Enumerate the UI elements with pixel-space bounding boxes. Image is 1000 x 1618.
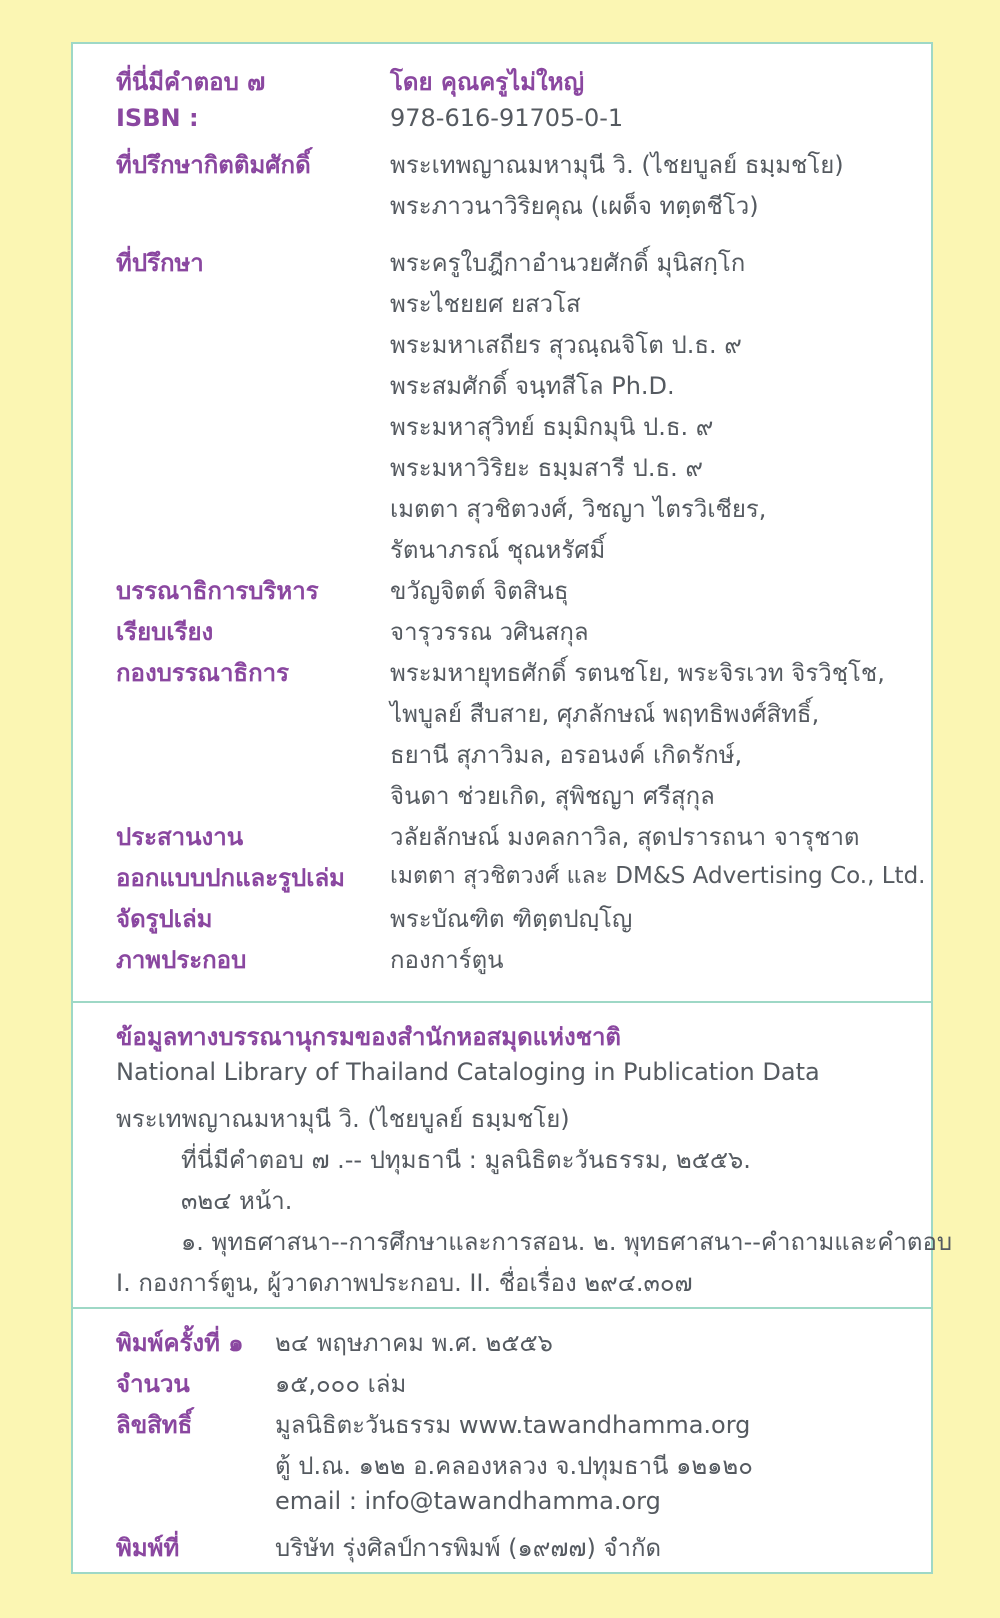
illustration-value: กองการ์ตูน — [390, 946, 504, 974]
cip-heading: ข้อมูลทางบรรณานุกรมของสำนักหอสมุดแห่งชาติ — [116, 1023, 622, 1051]
design-label: ออกแบบปกและรูปเล่ม — [116, 864, 345, 892]
cip-subjects: ๑. พุทธศาสนา--การศึกษาและการสอน. ๒. พุทธศาสนา--คำถามและคำตอบ — [181, 1228, 953, 1256]
honorary-advisor-name: พระภาวนาวิริยคุณ (เผด็จ ทตฺตชีโว) — [390, 192, 759, 220]
advisor-name: พระครูใบฎีกาอำนวยศักดิ์ มุนิสกฺโก — [390, 249, 746, 277]
isbn-label: ISBN : — [116, 104, 199, 132]
advisor-name: พระมหาสุวิทย์ ธมฺมิกมุนิ ป.ธ. ๙ — [390, 413, 714, 441]
title-value: โดย คุณครูไม่ใหญ่ — [390, 68, 585, 96]
cip-subheading: National Library of Thailand Cataloging in Publication Data — [116, 1058, 820, 1086]
honorary-advisor-label: ที่ปรึกษากิตติมศักดิ์ — [116, 151, 311, 179]
coordinator-label: ประสานงาน — [116, 823, 244, 851]
colophon-card — [71, 42, 953, 1574]
advisor-label: ที่ปรึกษา — [116, 249, 204, 277]
compiler-value: จารุวรรณ วศินสกุล — [390, 618, 589, 646]
cip-pages: ๓๒๔ หน้า. — [181, 1187, 293, 1215]
copyright-line: ตู้ ป.ณ. ๑๒๒ อ.คลองหลวง จ.ปทุมธานี ๑๒๑๒๐ — [275, 1452, 753, 1480]
layout-label: จัดรูปเล่ม — [116, 905, 213, 933]
coordinator-value: วลัยลักษณ์ มงคลกาวิล, สุดปรารถนา จารุชาต — [390, 823, 860, 851]
quantity-label: จำนวน — [116, 1370, 190, 1398]
compiler-label: เรียบเรียง — [116, 618, 214, 646]
publication-section — [73, 1307, 931, 1576]
design-value: เมตตา สุวชิตวงศ์ และ DM&S Advertising Co., Ltd. — [390, 863, 926, 889]
advisor-name: พระมหาวิริยะ ธมฺมสารี ป.ธ. ๙ — [390, 454, 703, 482]
editorial-value: จินดา ช่วยเกิด, สุพิชญา ศรีสุกุล — [390, 782, 715, 810]
editorial-value: ธยานี สุภาวิมล, อรอนงค์ เกิดรักษ์, — [390, 741, 743, 769]
copyright-line: มูลนิธิตะวันธรรม www.tawandhamma.org — [275, 1411, 751, 1439]
layout-value: พระบัณฑิต ฑิตฺตปญฺโญ — [390, 905, 633, 933]
edition-label: พิมพ์ครั้งที่ ๑ — [116, 1329, 244, 1357]
editorial-label: กองบรรณาธิการ — [116, 659, 289, 687]
printer-label: พิมพ์ที่ — [116, 1534, 180, 1562]
exec-editor-label: บรรณาธิการบริหาร — [116, 577, 319, 605]
exec-editor-value: ขวัญจิตต์ จิตสินธุ — [390, 577, 569, 605]
illustration-label: ภาพประกอบ — [116, 946, 247, 974]
printer-value: บริษัท รุ่งศิลป์การพิมพ์ (๑๙๗๗) จำกัด — [275, 1534, 662, 1562]
advisor-name: พระไชยยศ ยสวโส — [390, 290, 581, 318]
credits-section — [73, 44, 931, 1001]
editorial-value: ไพบูลย์ สืบสาย, ศุภลักษณ์ พฤทธิพงศ์สิทธิ์, — [390, 700, 820, 728]
honorary-advisor-name: พระเทพญาณมหามุนี วิ. (ไชยบูลย์ ธมฺมชโย) — [390, 151, 844, 179]
isbn-value: 978-616-91705-0-1 — [390, 104, 624, 132]
editorial-value: พระมหายุทธศักดิ์ รตนชโย, พระจิรเวท จิรวิชฺโช, — [390, 659, 885, 687]
cip-section — [73, 1001, 953, 1309]
advisor-name: พระสมศักดิ์ จนฺทสีโล Ph.D. — [390, 372, 675, 400]
advisor-name: รัตนาภรณ์ ชุณหรัศมิ์ — [390, 536, 606, 564]
cip-title-line: ที่นี่มีคำตอบ ๗ .-- ปทุมธานี : มูลนิธิตะวันธรรม, ๒๕๕๖. — [181, 1146, 751, 1174]
advisor-name: เมตตา สุวชิตวงศ์, วิชญา ไตรวิเชียร, — [390, 495, 767, 523]
title-label: ที่นี่มีคำตอบ ๗ — [116, 68, 266, 96]
copyright-label: ลิขสิทธิ์ — [116, 1411, 193, 1439]
copyright-line: email : info@tawandhamma.org — [275, 1487, 661, 1515]
cip-author: พระเทพญาณมหามุนี วิ. (ไชยบูลย์ ธมฺมชโย) — [116, 1105, 570, 1133]
quantity-value: ๑๕,๐๐๐ เล่ม — [275, 1370, 407, 1398]
edition-value: ๒๔ พฤษภาคม พ.ศ. ๒๕๕๖ — [275, 1329, 553, 1357]
advisor-name: พระมหาเสถียร สุวณฺณจิโต ป.ธ. ๙ — [390, 331, 742, 359]
cip-added-entries: I. กองการ์ตูน, ผู้วาดภาพประกอบ. II. ชื่อเรื่อง ๒๙๔.๓๐๗ — [116, 1269, 693, 1297]
